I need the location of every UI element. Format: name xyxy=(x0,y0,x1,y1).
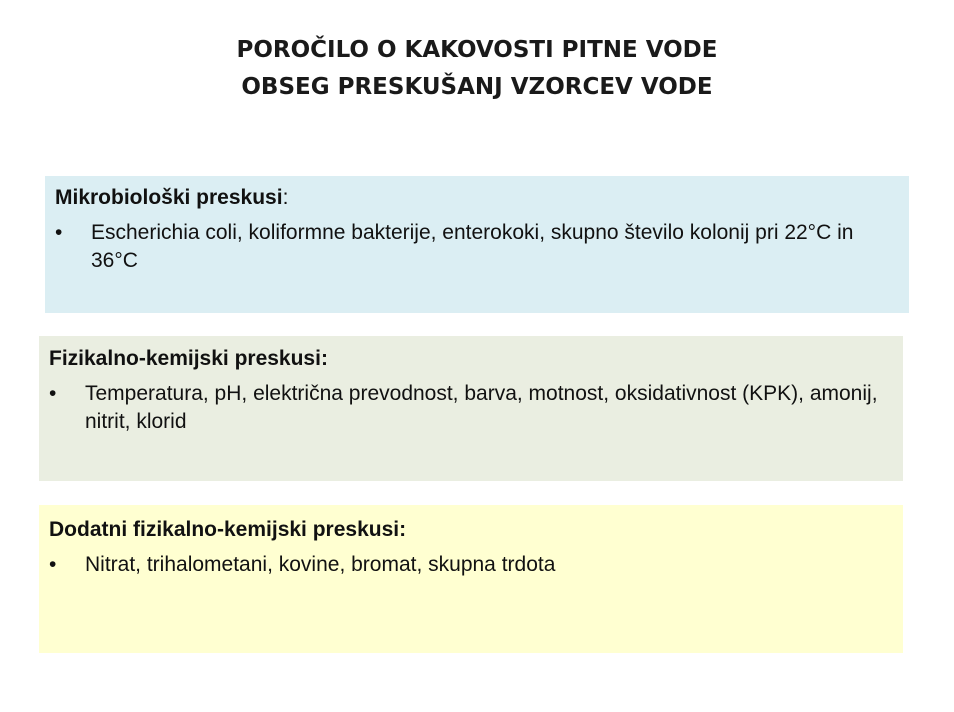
bullet-icon: • xyxy=(49,382,57,405)
microbiological-tests-heading-text: Mikrobiološki preskusi xyxy=(55,186,283,209)
title-line-1: POROČILO O KAKOVOSTI PITNE VODE xyxy=(236,37,718,63)
physicochemical-tests-item: Temperatura, pH, električna prevodnost, barva, motnost, oksidativnost (KPK), amonij, nitrit, klorid xyxy=(85,382,878,433)
physicochemical-tests-box xyxy=(39,336,903,481)
additional-physicochemical-tests-heading: Dodatni fizikalno-kemijski preskusi: xyxy=(49,518,407,541)
page-title xyxy=(0,32,954,106)
microbiological-tests-item: Escherichia coli, koliformne bakterije, enterokoki, skupno število kolonij pri 22°C in 36°C xyxy=(91,221,854,272)
microbiological-tests-heading xyxy=(55,185,899,211)
physicochemical-tests-heading: Fizikalno-kemijski preskusi: xyxy=(49,347,328,370)
bullet-icon: • xyxy=(49,553,57,576)
additional-physicochemical-tests-item: Nitrat, trihalometani, kovine, bromat, skupna trdota xyxy=(85,553,556,576)
list-item xyxy=(49,380,893,436)
additional-physicochemical-tests-box xyxy=(39,505,903,653)
bullet-icon: • xyxy=(55,221,63,244)
microbiological-tests-box xyxy=(45,176,909,313)
list-item xyxy=(55,219,899,275)
microbiological-tests-heading-colon: : xyxy=(282,186,289,209)
list-item xyxy=(49,551,893,579)
title-line-2: OBSEG PRESKUŠANJ VZORCEV VODE xyxy=(241,74,713,100)
